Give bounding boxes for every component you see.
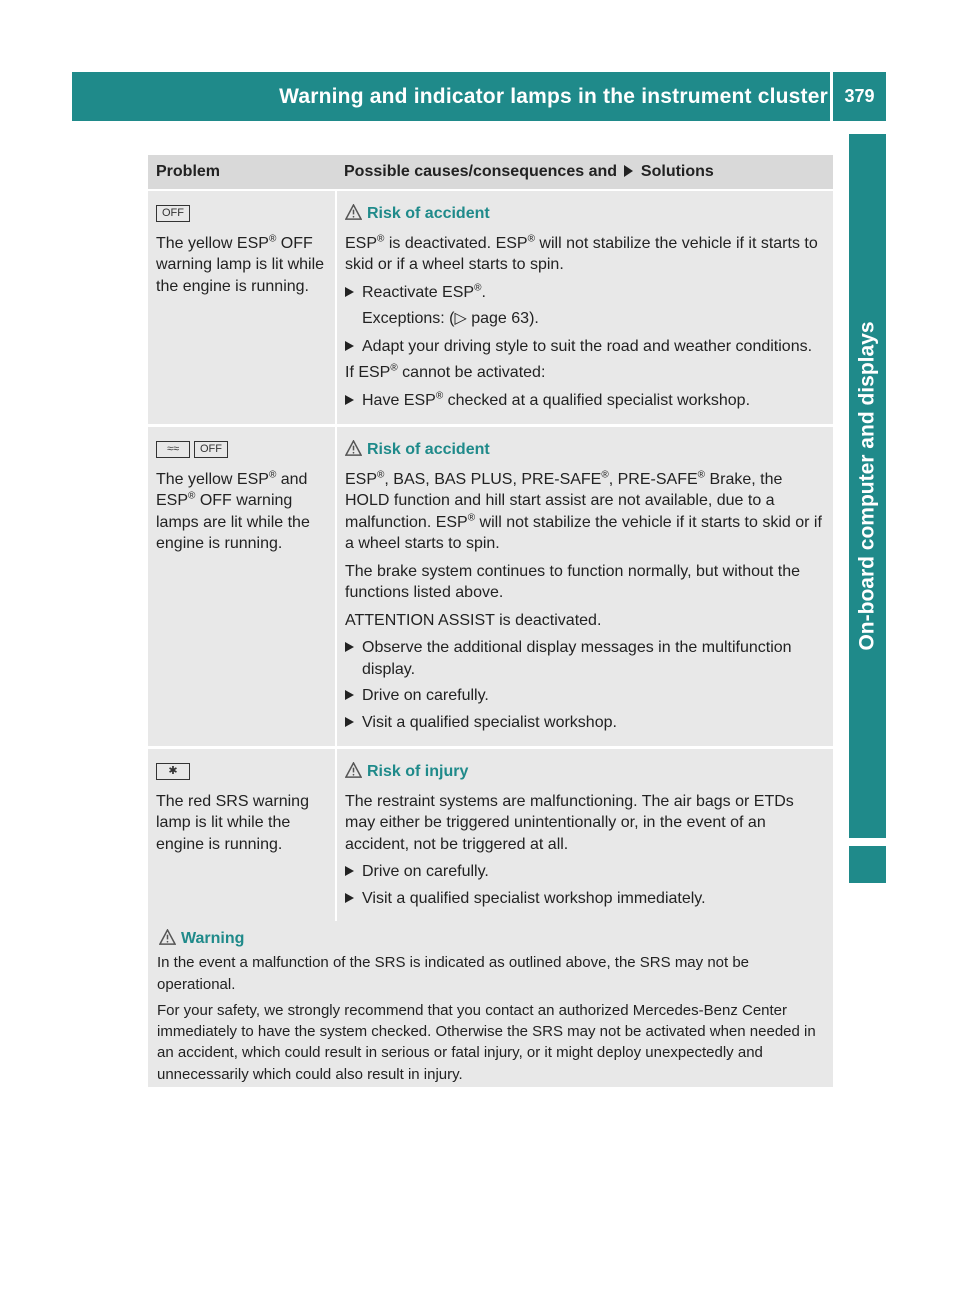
- table-header-row: [148, 155, 833, 190]
- step-item: Drive on carefully.: [345, 685, 825, 707]
- step-item: Adapt your driving style to suit the road and weather conditions.: [345, 336, 825, 358]
- risk-heading: Risk of accident: [367, 439, 825, 461]
- side-tab-marker: [849, 846, 886, 883]
- table-row: [148, 426, 833, 748]
- warning-triangle-icon: [345, 204, 362, 221]
- esp-icon: ≈≈: [156, 441, 190, 458]
- risk-heading: Risk of injury: [367, 761, 825, 783]
- srs-airbag-icon: ✱: [156, 763, 190, 780]
- description: ESP® is deactivated. ESP® will not stabilize the vehicle if it starts to skid or if a wheel starts to spin.: [345, 233, 818, 273]
- step-item: Visit a qualified specialist workshop.: [345, 712, 825, 734]
- warning-text: For your safety, we strongly recommend that you contact an authorized Mercedes-Benz Center immediately to have the system checked. Otherwise the SRS may not be activated when needed in an accident, which could result in serious or fatal injury, or it might deploy unexpectedly and unnecessarily which could also result in injury.: [157, 1001, 816, 1083]
- solution-cell: [336, 190, 833, 426]
- step-item: Reactivate ESP®.: [345, 282, 825, 304]
- step-item: Have ESP® checked at a qualified specialist workshop.: [345, 390, 825, 412]
- side-tab-text: [849, 134, 886, 838]
- step-note: Exceptions: (▷ page 63).: [362, 310, 539, 327]
- step-item: Visit a qualified specialist workshop immediately.: [345, 888, 825, 910]
- table-row: [148, 748, 833, 924]
- step-item: Observe the additional display messages in the multifunction display.: [345, 637, 825, 680]
- page-number: 379: [844, 86, 875, 106]
- problem-text: The red SRS warning lamp is lit while the engine is running.: [156, 792, 309, 853]
- warning-heading: Warning: [181, 928, 825, 949]
- warning-text: In the event a malfunction of the SRS is indicated as outlined above, the SRS may not be operational.: [157, 954, 750, 993]
- page-title: Warning and indicator lamps in the instrument cluster: [279, 85, 828, 108]
- warning-box: [148, 921, 833, 1087]
- solution-cell: [336, 426, 833, 748]
- description: ESP®, BAS, BAS PLUS, PRE-SAFE®, PRE-SAFE® Brake, the HOLD function and hill start assist are not available, due to a malfunction. ESP® will not stabilize the vehicle if it starts to skid or if a wheel starts to spin.: [345, 469, 822, 552]
- arrow-right-icon: [624, 165, 633, 177]
- col-header-solutions: Possible causes/consequences and Solutions: [336, 155, 833, 190]
- description: If ESP® cannot be activated:: [345, 362, 546, 381]
- warning-triangle-icon: [345, 762, 362, 779]
- problem-text: The yellow ESP® and ESP® OFF warning lamps are lit while the engine is running.: [156, 469, 310, 552]
- problem-cell: [148, 426, 336, 748]
- table-row: [148, 190, 833, 426]
- problem-cell: [148, 748, 336, 924]
- esp-off-icon: OFF: [194, 441, 228, 458]
- warning-triangle-icon: [159, 929, 176, 946]
- risk-heading: Risk of accident: [367, 203, 825, 225]
- step-item: Drive on carefully.: [345, 861, 825, 883]
- description: The brake system continues to function normally, but without the functions listed above.: [345, 562, 801, 601]
- col-header-problem: Problem: [148, 155, 336, 190]
- description: ATTENTION ASSIST is deactivated.: [345, 611, 602, 629]
- problem-text: The yellow ESP® OFF warning lamp is lit while the engine is running.: [156, 233, 325, 295]
- esp-off-icon: OFF: [156, 205, 190, 222]
- warning-triangle-icon: [345, 440, 362, 457]
- problem-cell: [148, 190, 336, 426]
- description: The restraint systems are malfunctioning. The air bags or ETDs may either be triggered unintentionally or, in the event of an accident, not be triggered at all.: [345, 792, 794, 853]
- lamp-table: [148, 155, 833, 925]
- side-tab-label: On-board computer and displays: [855, 321, 879, 651]
- solution-cell: [336, 748, 833, 924]
